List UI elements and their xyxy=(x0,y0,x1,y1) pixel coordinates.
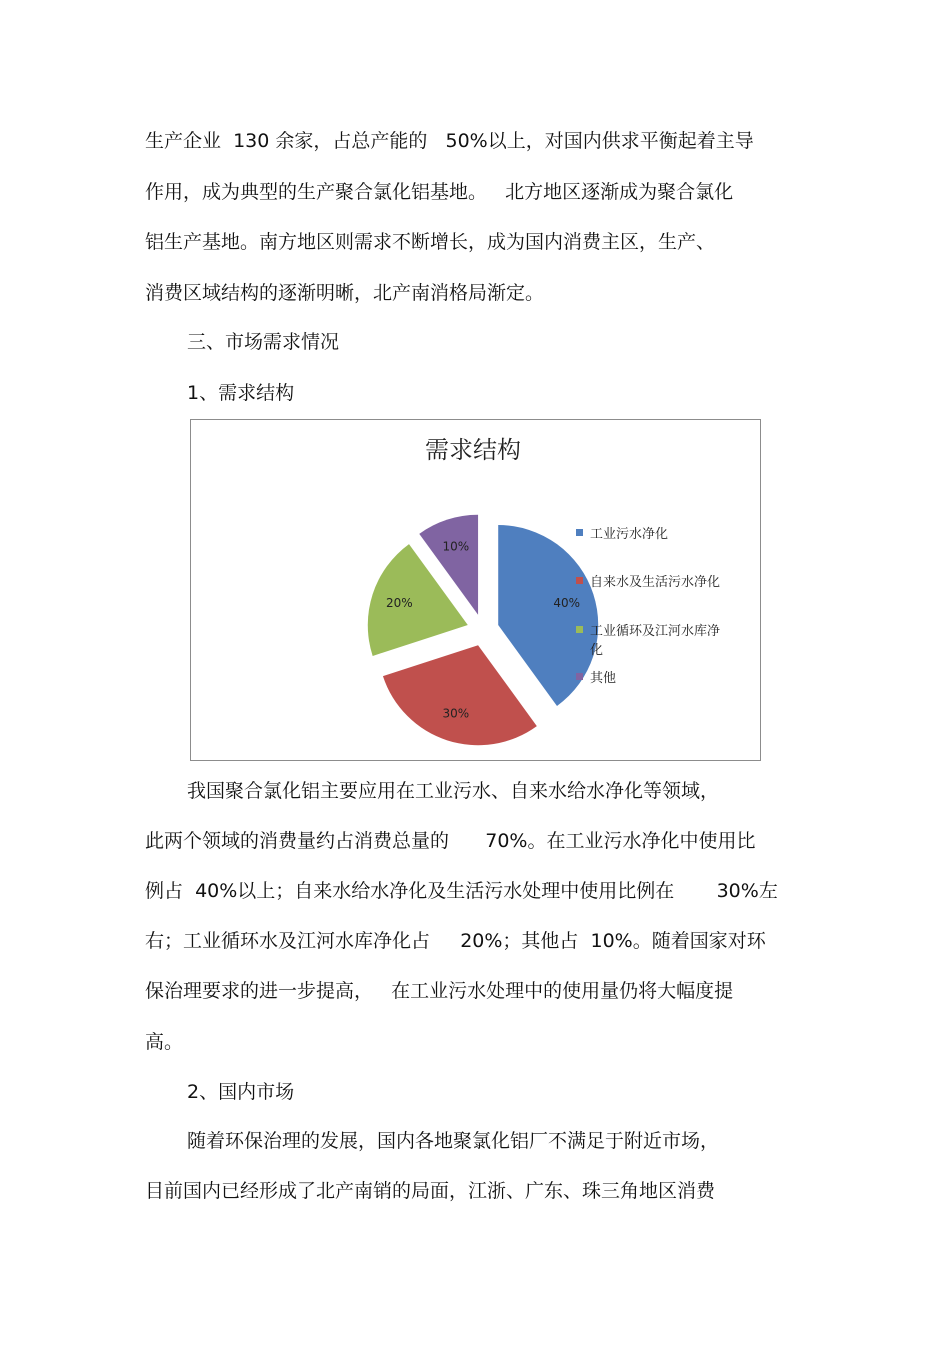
legend-label: 其他 xyxy=(590,671,617,686)
paragraph-line: 高。 xyxy=(145,1031,184,1053)
paragraph-line: 消费区域结构的逐渐明晰，北产南消格局渐定。 xyxy=(145,282,545,304)
paragraph-line: 此两个领域的消费量约占消费总量的 70%。在工业污水净化中使用比 xyxy=(145,830,756,852)
data-label: 20% xyxy=(385,595,413,610)
paragraph-line: 铝生产基地。南方地区则需求不断增长，成为国内消费主区，生产、 xyxy=(145,231,716,253)
subsection-heading: 2、国内市场 xyxy=(187,1081,295,1103)
legend-label: 工业污水净化 xyxy=(590,527,669,542)
pie-slice xyxy=(383,645,537,745)
legend-swatch xyxy=(576,626,583,633)
legend-swatch xyxy=(576,673,583,680)
chart-legend xyxy=(576,526,720,686)
data-label: 30% xyxy=(442,706,470,721)
chart-title: 需求结构 xyxy=(425,436,521,464)
data-label: 10% xyxy=(442,539,470,554)
subsection-heading: 1、需求结构 xyxy=(187,382,295,404)
legend-swatch xyxy=(576,577,583,584)
pie-chart xyxy=(190,419,761,761)
legend-swatch xyxy=(576,529,583,536)
data-label: 40% xyxy=(553,595,581,610)
paragraph-line: 目前国内已经形成了北产南销的局面，江浙、广东、珠三角地区消费 xyxy=(145,1180,716,1202)
section-heading: 三、市场需求情况 xyxy=(187,331,340,353)
legend-label: 化 xyxy=(590,643,604,658)
paragraph-line: 例占 40%以上；自来水给水净化及生活污水处理中使用比例在 30%左 xyxy=(145,880,778,902)
paragraph-line: 保治理要求的进一步提高， 在工业污水处理中的使用量仍将大幅度提 xyxy=(145,980,734,1002)
pie-chart-svg xyxy=(191,420,762,762)
pie-slice xyxy=(498,525,598,706)
legend-label: 工业循环及江河水库净 xyxy=(590,624,721,639)
legend-label: 自来水及生活污水净化 xyxy=(590,575,721,590)
paragraph-line: 右；工业循环水及江河水库净化占 20%；其他占 10%。随着国家对环 xyxy=(145,930,766,952)
paragraph-line: 生产企业 130 余家，占总产能的 50%以上，对国内供求平衡起着主导 xyxy=(145,130,754,152)
pie-slices xyxy=(368,515,598,745)
paragraph-line: 作用，成为典型的生产聚合氯化铝基地。 北方地区逐渐成为聚合氯化 xyxy=(145,181,734,203)
paragraph-line: 我国聚合氯化铝主要应用在工业污水、自来水给水净化等领域， xyxy=(187,780,720,802)
paragraph-line: 随着环保治理的发展，国内各地聚氯化铝厂不满足于附近市场， xyxy=(187,1130,720,1152)
